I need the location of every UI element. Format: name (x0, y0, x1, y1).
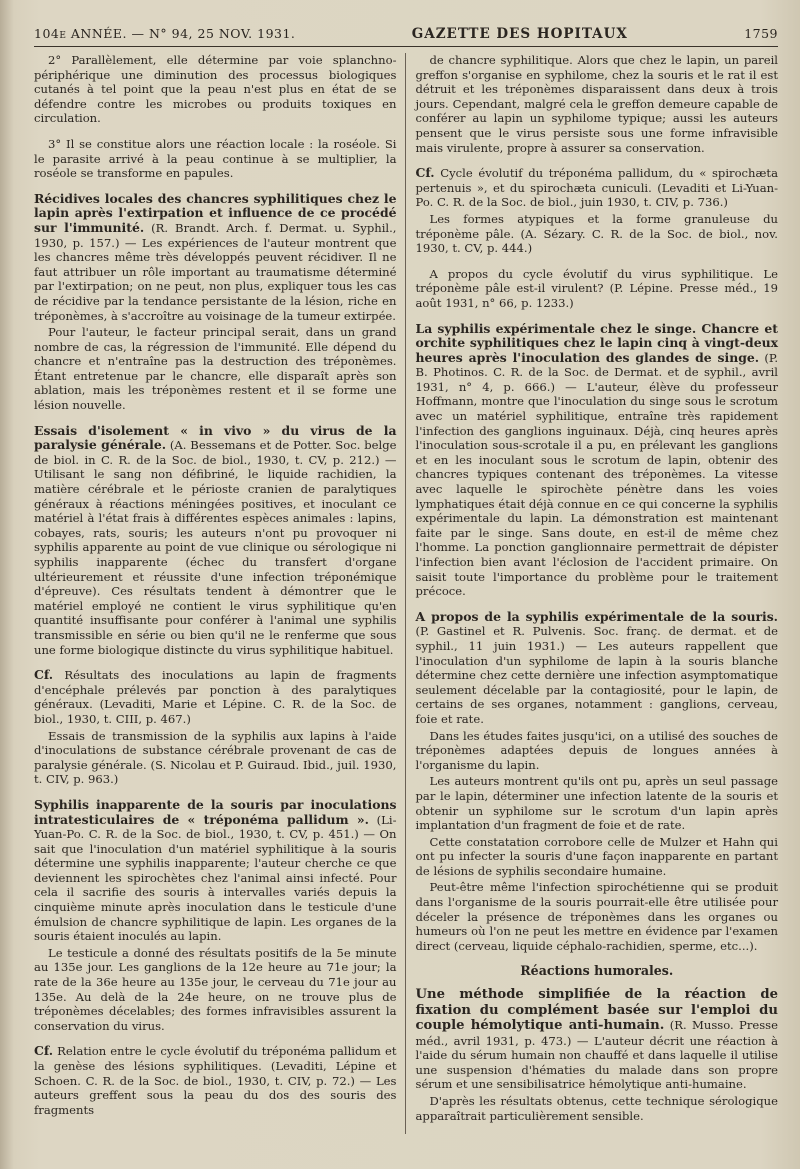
text-columns (34, 53, 778, 1134)
abstract-entry (34, 192, 397, 413)
abstract-title: A propos de la syphilis expérimentale de la souris. (415, 608, 778, 624)
cf-label: Cf. (34, 1043, 54, 1059)
abstract-body: Résultats des inoculations au lapin de fragments d'encéphale prélevés par ponction à des paralytiques généraux. (Levaditi, Marie et Lépine. C. R. de la Soc. de biol., 1930, t. CIII, p. 467.) (34, 668, 397, 726)
abstract-entry (34, 798, 397, 1034)
header-page-number: 1759 (744, 26, 778, 41)
abstract-paragraph (34, 1044, 397, 1117)
abstract-paragraph (416, 987, 779, 1092)
paragraph: 3° Il se constitue alors une réaction locale : la roséole. Si le parasite arrivé à la peau continue à se multiplier, la roséole se transforme en papules. (34, 136, 397, 181)
abstract-continuation: Peut-être même l'infection spirochétienne qui se produit dans l'organisme de la souris pourrait-elle être utilisée pour déceler la présence de tréponèmes dans les organes ou humeurs où l'on ne peut les mettre en évidence par l'examen direct (cerveau, liquide céphalo-rachidien, sperme, etc...). (415, 880, 778, 953)
abstract-body: (R. Musso. Presse méd., avril 1931, p. 473.) — L'auteur décrit une réaction à l'aide du sérum humain non chauffé et dans laquelle il utilise une suspension d'hématies du malade dans son propre sérum et une sensibilisatrice hémolytique anti-humaine. (415, 1018, 778, 1092)
abstract-paragraph (34, 192, 397, 323)
abstract-title: Une méthode simplifiée de la réaction de fixation du complément basée sur l'emploi du couple hémolytique anti-humain. (415, 987, 778, 1034)
abstract-entry (416, 322, 779, 599)
abstract-body: Relation entre le cycle évolutif du tréponéma pallidum et la genèse des lésions syphilitiques. (Levaditi, Lépine et Schoen. C. R. de la Soc. de biol., 1930, t. CIV, p. 72.) — Les auteurs greffent sous la peau du dos des souris des fragments (34, 1044, 397, 1117)
abstract-body: Cycle évolutif du tréponéma pallidum, du « spirochæta pertenuis », et du spirochæta cuniculi. (Levaditi et Li-Yuan-Po. C. R. de la Soc. de biol., juin 1930, t. CIV, p. 736.) (415, 166, 778, 210)
paragraph: de chancre syphilitique. Alors que chez le lapin, un pareil greffon s'organise en syphilome, chez la souris et le rat il est détruit et les tréponèmes disparaissent dans deux à trois jours. Cependant, malgré cela le greffon demeure capable de conférer au lapin un syphilome typique; aussi les auteurs pensent que le virus persiste sous une forme infravisible mais virulente, propre à assurer sa conservation. (415, 53, 778, 155)
abstract-body: (R. Brandt. Arch. f. Dermat. u. Syphil., 1930, p. 157.) — Les expériences de l'auteur montrent que les chancres même très développés peuvent récidiver. Il ne faut attribuer un rôle important au traumatisme déterminé par l'extirpation; on ne peut, non plus, expliquer tous les cas de récidive par la tendance persistante de la lésion, riche en tréponèmes, à s'accroître au voisinage de la tumeur extirpée. (34, 220, 397, 323)
cf-label: Cf. (415, 165, 435, 181)
abstract-continuation: Les formes atypiques et la forme granuleuse du tréponème pâle. (A. Sézary. C. R. de la Soc. de biol., nov. 1930, t. CV, p. 444.) (415, 211, 778, 256)
header-rule (34, 46, 778, 47)
abstract-continuation: Dans les études faites jusqu'ici, on a utilisé des souches de tréponèmes adaptées depuis de longues années à l'organisme du lapin. (415, 728, 778, 772)
abstract-paragraph (34, 668, 397, 726)
abstract-paragraph (416, 166, 779, 210)
cf-entry (416, 166, 779, 256)
header-issue: 104e ANNÉE. — N° 94, 25 NOV. 1931. (34, 26, 296, 41)
abstract-title: Essais d'isolement « in vivo » du virus de la paralysie générale. (34, 422, 397, 453)
paragraph: 2° Parallèlement, elle détermine par voie splanchno-périphérique une diminution des processus biologiques cutanés à tel point que la peau n'est plus en état de se défendre contre les microbes ou produits toxiques en circulation. (34, 53, 397, 126)
section-heading: Réactions humorales. (520, 963, 674, 979)
paragraph: A propos du cycle évolutif du virus syphilitique. Le tréponème pâle est-il virulent? (P. Lépine. Presse méd., 19 août 1931, n° 66, p. 1233.) (415, 266, 778, 310)
abstract-body: (P. Gastinel et R. Pulvenis. Soc. franç. de dermat. et de syphil., 11 juin 1931.) — Les auteurs rappellent que l'inoculation d'un syphilome de lapin à la souris blanche détermine chez cette dernière une infection asymptomatique seulement décelable par la contagiosité, pour le lapin, de certains de ses organes, notamment : ganglions, cerveau, foie et rate. (415, 624, 778, 726)
abstract-continuation: Cette constatation corrobore celle de Mulzer et Hahn qui ont pu infecter la souris d'une façon inapparente en partant de lésions de syphilis secondaire humaine. (415, 834, 778, 878)
cf-label: Cf. (34, 667, 54, 683)
header-journal-title: GAZETTE DES HOPITAUX (411, 26, 628, 42)
abstract-paragraph (416, 322, 779, 599)
page-header (34, 26, 778, 42)
abstract-paragraph (34, 798, 397, 944)
left-column (34, 53, 406, 1134)
right-column (416, 53, 779, 1134)
abstract-title: Syphilis inapparente de la souris par inoculations intratesticulaires de « tréponéma pallidum ». (34, 796, 397, 827)
cf-entry (34, 668, 397, 787)
abstract-continuation: Le testicule a donné des résultats positifs de la 5e minute au 135e jour. Les ganglions de la 12e heure au 71e jour; la rate de la 36e heure au 135e jour, le cerveau du 71e jour au 135e. Au delà de la 24e heure, on ne trouve plus de tréponèmes décelables; des formes infravisibles assurent la conservation du virus. (34, 945, 397, 1033)
abstract-title: Récidives locales des chancres syphilitiques chez le lapin après l'extirpation et influence de ce procédé sur l'immunité. (34, 190, 397, 235)
abstract-continuation: Pour l'auteur, le facteur principal serait, dans un grand nombre de cas, la régression de l'immunité. Elle dépend du chancre et n'entraîne pas la destruction des tréponèmes. Étant entretenue par le chancre, elle disparaît après son ablation, mais les tréponèmes restent et il se forme une lésion nouvelle. (34, 325, 397, 413)
abstract-body: (P. B. Photinos. C. R. de la Soc. de Dermat. et de syphil., avril 1931, n° 4, p. 666.) — L'auteur, élève du professeur Hoffmann, montre que l'inoculation du singe sous le scrotum avec un matériel syphilitique, entraîne très rapidement l'infection des ganglions inguinaux. Déjà, cinq heures après l'inoculation sous-scrotale il a pu, en prélevant les ganglions et en les inoculant sous le scrotum de lapin, obtenir des chancres typiques contenant des tréponèmes. La vitesse avec laquelle le spirochète pénètre dans les voies lymphatiques était déjà connue en ce qui concerne la syphilis expérimentale du lapin. La démonstration est maintenant faite par le singe. Sans doute, en est-il de même chez l'homme. La ponction ganglionnaire permettrait de dépister l'infection bien avant l'éclosion de l'accident primaire. On saisit toute l'importance du problème pour le traitement précoce. (415, 350, 779, 599)
abstract-body: (A. Bessemans et de Potter. Soc. belge de biol. in C. R. de la Soc. de biol., 1930, t. CV, p. 212.) — Utilisant le sang non défibriné, le liquide rachidien, la matière cérébrale et le périoste cranien de paralytiques généraux à réactions méningées positives, et inoculant ce matériel à l'état frais à différentes espèces animales : lapins, cobayes, rats, souris; les auteurs n'ont pu provoquer ni syphilis apparente au point de vue clinique ou sérologique ni syphilis inapparente (échec du transfert d'organe ultérieurement et réussite d'une infection tréponémique d'épreuve). Ces résultats tendent à démontrer que le matériel employé ne contient le virus syphilitique qu'en quantité insuffisante pour conférer à l'animal une syphilis transmissible en série ou bien qu'il ne le renferme que sous une forme biologique distincte du virus syphilitique habituel. (34, 438, 397, 657)
abstract-entry (416, 610, 779, 954)
abstract-title: La syphilis expérimentale chez le singe. Chancre et orchite syphilitiques chez le lapin cinq à vingt-deux heures après l'inoculation des glandes de singe. (415, 320, 778, 365)
abstract-paragraph (416, 610, 779, 727)
abstract-entry (416, 987, 779, 1123)
abstract-entry (34, 424, 397, 658)
cf-entry (34, 1044, 397, 1117)
abstract-body: (Li-Yuan-Po. C. R. de la Soc. de biol., 1930, t. CV, p. 451.) — On sait que l'inoculation d'un matériel syphilitique à la souris détermine une syphilis inapparente; l'auteur cherche ce que deviennent les spirochètes chez l'animal ainsi infecté. Pour cela il sacrifie des souris à intervalles variés depuis la cinquième minute après inoculation dans le testicule d'une émulsion de chancre syphilitique de lapin. Les organes de la souris étaient inoculés au lapin. (34, 812, 397, 944)
abstract-continuation: Essais de transmission de la syphilis aux lapins à l'aide d'inoculations de substance cérébrale provenant de cas de paralysie générale. (S. Nicolau et P. Guiraud. Ibid., juil. 1930, t. CIV, p. 963.) (34, 728, 397, 787)
abstract-continuation: Les auteurs montrent qu'ils ont pu, après un seul passage par le lapin, déterminer une infection latente de la souris et obtenir un syphilome sur le scrotum d'un lapin après implantation d'un fragment de foie et de rate. (415, 774, 778, 833)
abstract-paragraph (34, 424, 397, 658)
abstract-continuation: D'après les résultats obtenus, cette technique sérologique apparaîtrait particulièrement sensible. (415, 1093, 778, 1123)
